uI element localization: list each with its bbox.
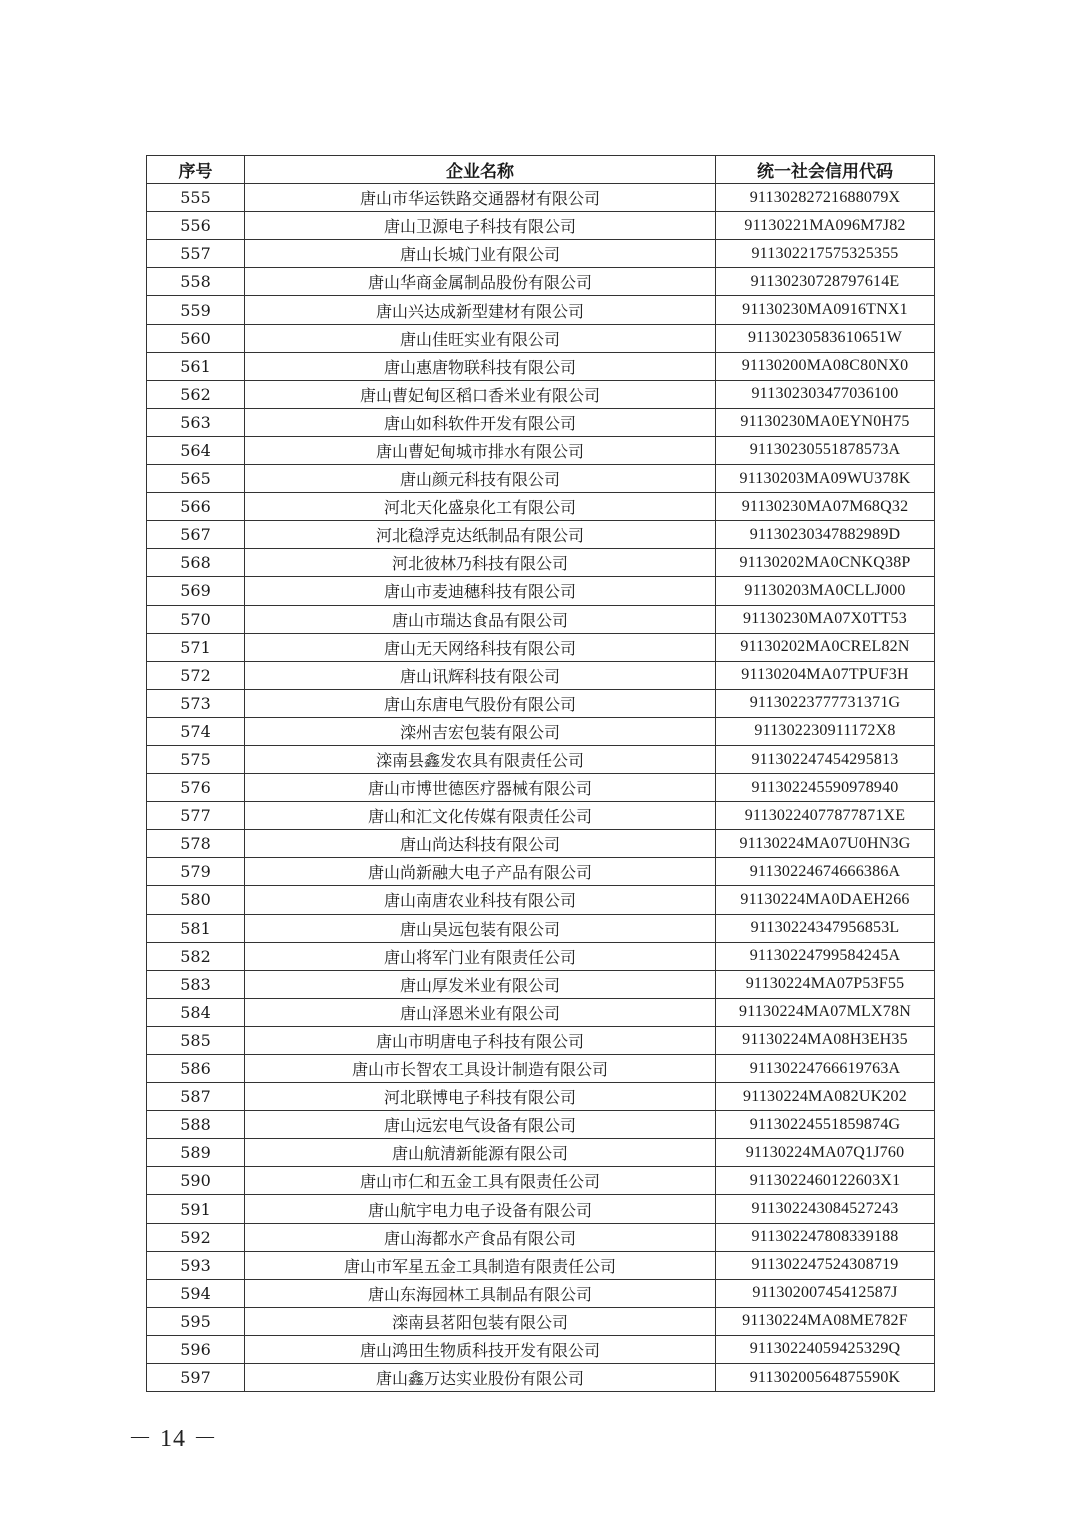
row-credit-code: 91130282721688079X: [716, 184, 935, 212]
row-credit-code: 91130224347956853L: [716, 914, 935, 942]
row-company-name: 唐山佳旺实业有限公司: [245, 324, 716, 352]
row-index: 575: [147, 745, 245, 773]
row-credit-code: 91130224MA07MLX78N: [716, 998, 935, 1026]
table-row: [147, 408, 935, 436]
row-company-name: 唐山泽恩米业有限公司: [245, 998, 716, 1026]
row-index: 570: [147, 605, 245, 633]
table-row: [147, 1251, 935, 1279]
row-credit-code: 91130230728797614E: [716, 268, 935, 296]
row-index: 587: [147, 1083, 245, 1111]
row-credit-code: 91130200564875590K: [716, 1364, 935, 1392]
table-row: [147, 184, 935, 212]
table-row: [147, 493, 935, 521]
row-company-name: 唐山兴达成新型建材有限公司: [245, 296, 716, 324]
row-credit-code: 911302230911172X8: [716, 717, 935, 745]
table-row: [147, 521, 935, 549]
row-company-name: 唐山市华运铁路交通器材有限公司: [245, 184, 716, 212]
row-index: 589: [147, 1139, 245, 1167]
row-credit-code: 91130230MA0916TNX1: [716, 296, 935, 324]
table-row: [147, 886, 935, 914]
page-number: － 14 －: [128, 1426, 218, 1452]
table-row: [147, 1195, 935, 1223]
table-row: [147, 970, 935, 998]
row-company-name: 唐山市长智农工具设计制造有限公司: [245, 1055, 716, 1083]
row-company-name: 唐山东唐电气股份有限公司: [245, 689, 716, 717]
row-index: 569: [147, 577, 245, 605]
row-company-name: 唐山将军门业有限责任公司: [245, 942, 716, 970]
row-credit-code: 91130221MA096M7J82: [716, 212, 935, 240]
row-index: 579: [147, 858, 245, 886]
table-row: [147, 998, 935, 1026]
row-company-name: 唐山曹妃甸区稻口香米业有限公司: [245, 380, 716, 408]
table-row: [147, 774, 935, 802]
table-row: [147, 212, 935, 240]
company-list-table: [146, 155, 935, 1392]
row-index: 584: [147, 998, 245, 1026]
row-company-name: 唐山市明唐电子科技有限公司: [245, 1026, 716, 1054]
row-credit-code: 91130230347882989D: [716, 521, 935, 549]
row-index: 576: [147, 774, 245, 802]
table-row: [147, 324, 935, 352]
row-credit-code: 91130203MA09WU378K: [716, 465, 935, 493]
table-row: [147, 1139, 935, 1167]
row-index: 559: [147, 296, 245, 324]
header-index: 序号: [147, 156, 245, 184]
row-credit-code: 91130223777731371G: [716, 689, 935, 717]
row-index: 561: [147, 352, 245, 380]
table-row: [147, 1335, 935, 1363]
table-row: [147, 717, 935, 745]
row-company-name: 唐山市仁和五金工具有限责任公司: [245, 1167, 716, 1195]
row-company-name: 河北联博电子科技有限公司: [245, 1083, 716, 1111]
row-credit-code: 91130224MA07U0HN3G: [716, 830, 935, 858]
row-credit-code: 91130200MA08C80NX0: [716, 352, 935, 380]
table-row: [147, 240, 935, 268]
row-index: 571: [147, 633, 245, 661]
row-index: 555: [147, 184, 245, 212]
row-company-name: 滦南县茗阳包装有限公司: [245, 1307, 716, 1335]
row-index: 577: [147, 802, 245, 830]
row-company-name: 唐山尚新融大电子产品有限公司: [245, 858, 716, 886]
row-company-name: 唐山曹妃甸城市排水有限公司: [245, 436, 716, 464]
row-company-name: 唐山南唐农业科技有限公司: [245, 886, 716, 914]
row-company-name: 唐山无天网络科技有限公司: [245, 633, 716, 661]
table-row: [147, 802, 935, 830]
table-row: [147, 1055, 935, 1083]
row-credit-code: 91130230583610651W: [716, 324, 935, 352]
row-credit-code: 911302247808339188: [716, 1223, 935, 1251]
table-row: [147, 1111, 935, 1139]
row-credit-code: 91130224059425329Q: [716, 1335, 935, 1363]
row-index: 588: [147, 1111, 245, 1139]
row-credit-code: 911302247524308719: [716, 1251, 935, 1279]
row-index: 580: [147, 886, 245, 914]
row-index: 556: [147, 212, 245, 240]
table-row: [147, 1026, 935, 1054]
table-row: [147, 1223, 935, 1251]
row-credit-code: 91130230MA0EYN0H75: [716, 408, 935, 436]
row-credit-code: 91130224MA0DAEH266: [716, 886, 935, 914]
row-credit-code: 91130224674666386A: [716, 858, 935, 886]
row-index: 593: [147, 1251, 245, 1279]
row-index: 560: [147, 324, 245, 352]
row-index: 563: [147, 408, 245, 436]
row-index: 592: [147, 1223, 245, 1251]
table-row: [147, 605, 935, 633]
row-index: 594: [147, 1279, 245, 1307]
row-company-name: 唐山市瑞达食品有限公司: [245, 605, 716, 633]
row-company-name: 唐山厚发米业有限公司: [245, 970, 716, 998]
row-credit-code: 91130230551878573A: [716, 436, 935, 464]
table-row: [147, 352, 935, 380]
row-company-name: 唐山市军星五金工具制造有限责任公司: [245, 1251, 716, 1279]
table-row: [147, 830, 935, 858]
table-row: [147, 1364, 935, 1392]
table-row: [147, 745, 935, 773]
header-credit-code: 统一社会信用代码: [716, 156, 935, 184]
row-index: 568: [147, 549, 245, 577]
row-credit-code: 91130224MA07Q1J760: [716, 1139, 935, 1167]
table-row: [147, 465, 935, 493]
row-index: 591: [147, 1195, 245, 1223]
row-index: 595: [147, 1307, 245, 1335]
row-company-name: 唐山航宇电力电子设备有限公司: [245, 1195, 716, 1223]
table-row: [147, 942, 935, 970]
row-credit-code: 911302245590978940: [716, 774, 935, 802]
table-row: [147, 689, 935, 717]
row-index: 596: [147, 1335, 245, 1363]
row-credit-code: 91130224551859874G: [716, 1111, 935, 1139]
row-credit-code: 91130224MA082UK202: [716, 1083, 935, 1111]
row-credit-code: 91130202MA0CNKQ38P: [716, 549, 935, 577]
row-company-name: 唐山华商金属制品股份有限公司: [245, 268, 716, 296]
row-company-name: 河北彼林乃科技有限公司: [245, 549, 716, 577]
row-index: 590: [147, 1167, 245, 1195]
table-row: [147, 1307, 935, 1335]
row-index: 597: [147, 1364, 245, 1392]
table-row: [147, 380, 935, 408]
row-company-name: 唐山鑫万达实业股份有限公司: [245, 1364, 716, 1392]
table-row: [147, 661, 935, 689]
row-company-name: 滦州吉宏包装有限公司: [245, 717, 716, 745]
row-company-name: 唐山讯辉科技有限公司: [245, 661, 716, 689]
row-index: 572: [147, 661, 245, 689]
table-row: [147, 1279, 935, 1307]
row-index: 574: [147, 717, 245, 745]
row-index: 582: [147, 942, 245, 970]
row-company-name: 唐山惠唐物联科技有限公司: [245, 352, 716, 380]
row-company-name: 唐山鸿田生物质科技开发有限公司: [245, 1335, 716, 1363]
header-company-name: 企业名称: [245, 156, 716, 184]
row-company-name: 河北稳浮克达纸制品有限公司: [245, 521, 716, 549]
row-company-name: 唐山远宏电气设备有限公司: [245, 1111, 716, 1139]
table-row: [147, 577, 935, 605]
table-header-row: [147, 156, 935, 184]
row-credit-code: 91130230MA07X0TT53: [716, 605, 935, 633]
row-company-name: 唐山海都水产食品有限公司: [245, 1223, 716, 1251]
table-row: [147, 1167, 935, 1195]
row-company-name: 唐山和汇文化传媒有限责任公司: [245, 802, 716, 830]
row-credit-code: 91130202MA0CREL82N: [716, 633, 935, 661]
row-company-name: 河北天化盛泉化工有限公司: [245, 493, 716, 521]
table-row: [147, 858, 935, 886]
row-credit-code: 91130203MA0CLLJ000: [716, 577, 935, 605]
row-index: 562: [147, 380, 245, 408]
row-company-name: 唐山昊远包装有限公司: [245, 914, 716, 942]
row-company-name: 唐山颜元科技有限公司: [245, 465, 716, 493]
table-row: [147, 296, 935, 324]
table-row: [147, 914, 935, 942]
row-credit-code: 9113022460122603X1: [716, 1167, 935, 1195]
row-index: 565: [147, 465, 245, 493]
row-company-name: 唐山市麦迪穗科技有限公司: [245, 577, 716, 605]
table-row: [147, 268, 935, 296]
row-index: 581: [147, 914, 245, 942]
row-credit-code: 91130224077877871XE: [716, 802, 935, 830]
row-credit-code: 91130230MA07M68Q32: [716, 493, 935, 521]
row-index: 566: [147, 493, 245, 521]
row-credit-code: 91130224MA08H3EH35: [716, 1026, 935, 1054]
row-index: 578: [147, 830, 245, 858]
row-credit-code: 911302217575325355: [716, 240, 935, 268]
row-credit-code: 911302247454295813: [716, 745, 935, 773]
row-company-name: 滦南县鑫发农具有限责任公司: [245, 745, 716, 773]
row-index: 573: [147, 689, 245, 717]
row-index: 585: [147, 1026, 245, 1054]
row-credit-code: 911302303477036100: [716, 380, 935, 408]
row-company-name: 唐山长城门业有限公司: [245, 240, 716, 268]
row-index: 583: [147, 970, 245, 998]
row-credit-code: 91130224766619763A: [716, 1055, 935, 1083]
row-index: 557: [147, 240, 245, 268]
row-company-name: 唐山尚达科技有限公司: [245, 830, 716, 858]
row-credit-code: 91130200745412587J: [716, 1279, 935, 1307]
row-company-name: 唐山航清新能源有限公司: [245, 1139, 716, 1167]
row-credit-code: 91130204MA07TPUF3H: [716, 661, 935, 689]
row-company-name: 唐山东海园林工具制品有限公司: [245, 1279, 716, 1307]
row-index: 564: [147, 436, 245, 464]
row-credit-code: 91130224MA08ME782F: [716, 1307, 935, 1335]
table-row: [147, 436, 935, 464]
row-credit-code: 91130224799584245A: [716, 942, 935, 970]
company-list-table-container: [146, 155, 934, 1392]
row-index: 586: [147, 1055, 245, 1083]
row-index: 558: [147, 268, 245, 296]
row-company-name: 唐山市博世德医疗器械有限公司: [245, 774, 716, 802]
table-body: [147, 184, 935, 1392]
row-credit-code: 91130224MA07P53F55: [716, 970, 935, 998]
row-company-name: 唐山如科软件开发有限公司: [245, 408, 716, 436]
row-credit-code: 911302243084527243: [716, 1195, 935, 1223]
table-row: [147, 633, 935, 661]
table-row: [147, 1083, 935, 1111]
table-row: [147, 549, 935, 577]
row-index: 567: [147, 521, 245, 549]
row-company-name: 唐山卫源电子科技有限公司: [245, 212, 716, 240]
